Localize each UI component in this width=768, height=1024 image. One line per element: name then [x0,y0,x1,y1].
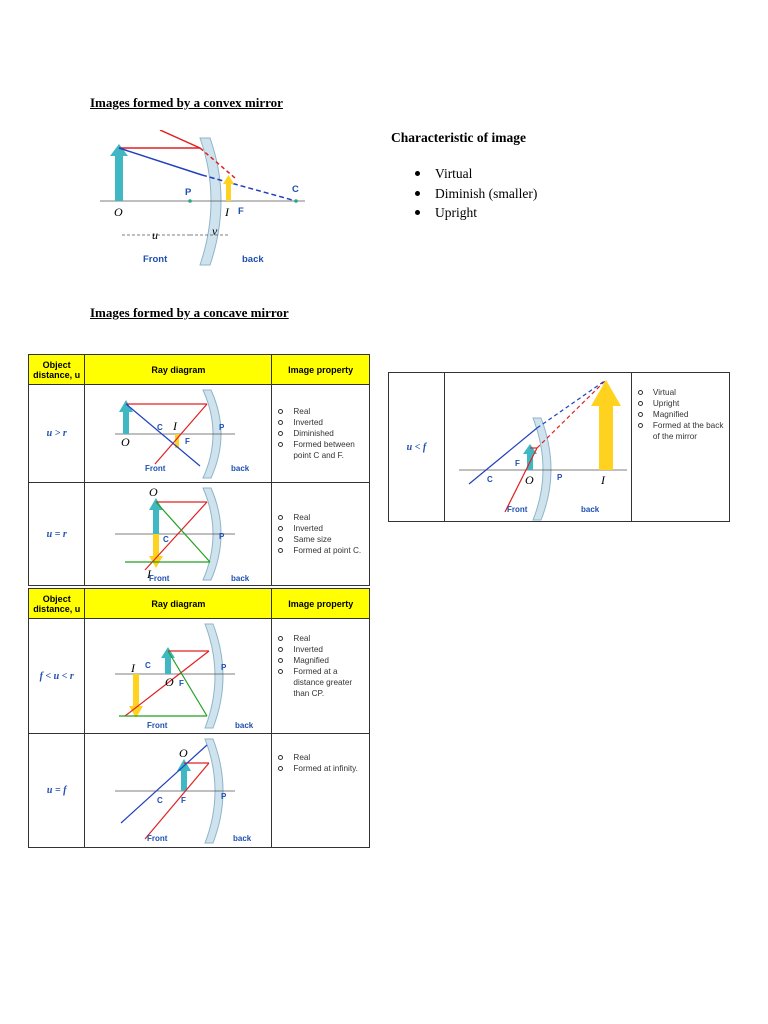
pole-label: P [556,472,563,482]
property-item: Inverted [276,523,369,534]
front-label: Front [147,833,168,843]
property-cell [272,483,370,586]
object-label: O [165,674,175,689]
property-list [272,633,369,699]
u-label: u [152,228,158,242]
pole-label: P [219,422,225,432]
back-label: back [580,504,600,514]
concave-table-2 [28,588,370,848]
back-label: back [231,573,250,583]
ray-diagram-cell [85,385,272,483]
property-item: Magnified [276,655,369,666]
property-item: Formed at a distance greater than CP. [276,666,369,699]
front-label: Front [143,254,168,265]
centre-label: C [157,422,164,432]
property-item: Formed at the back of the mirror [636,420,729,442]
back-label: back [231,463,250,473]
ray-diagram-cell [85,619,272,734]
ray-diagram-u-eq-f [85,735,271,847]
pole-label: P [221,662,227,672]
centre-label: C [486,474,493,484]
pole-label: P [219,531,225,541]
property-item: Virtual [636,387,729,398]
property-item: Inverted [276,417,369,428]
property-item: Formed at point C. [276,545,369,556]
object-label: O [149,484,159,499]
centre-label: C [163,534,170,544]
property-item: Inverted [276,644,369,655]
convex-mirror-diagram [100,130,310,270]
focus-label: F [185,436,191,446]
characteristic-list [411,164,537,223]
centre-label: C [292,184,299,195]
front-label: Front [145,463,166,473]
header-ray-diagram: Ray diagram [85,355,272,385]
header-object-distance: Object distance, u [29,355,85,385]
header-image-property: Image property [272,355,370,385]
focus-label: F [514,458,520,468]
back-label: back [242,254,264,265]
property-list [272,512,369,556]
centre-label: C [145,660,152,670]
back-label: back [235,720,254,730]
object-label: O [179,745,189,760]
image-label: I [131,660,136,675]
object-label: O [524,472,534,487]
focus-label: F [179,678,185,688]
condition-cell: u = r [29,483,85,586]
concave-table-3 [388,372,730,522]
centre-label: C [157,795,164,805]
convex-heading: Images formed by a convex mirror [90,95,283,110]
back-label: back [233,833,252,843]
property-item: Real [276,633,369,644]
image-label: I [225,205,229,219]
header-image-property: Image property [272,589,370,619]
property-list [272,752,369,774]
image-label: I [600,472,605,487]
ray-diagram-u-eq-r [85,484,271,585]
focus-label: F [238,206,244,217]
characteristic-item: Virtual [411,164,537,184]
characteristic-title: Characteristic of image [391,130,526,145]
concave-table-1 [28,354,370,586]
condition-cell: u > r [29,385,85,483]
concave-heading: Images formed by a concave mirror [90,305,289,320]
property-cell [631,373,729,522]
condition-cell: u = f [29,734,85,848]
ray-diagram-cell [85,734,272,848]
characteristic-item: Upright [411,203,537,223]
condition-cell: u < f [389,373,445,522]
property-item: Formed at infinity. [276,763,369,774]
ray-diagram-cell [85,483,272,586]
image-label: I [147,566,152,581]
property-item: Magnified [636,409,729,420]
object-label: O [114,205,123,219]
property-item: Real [276,512,369,523]
ray-diagram-u-gt-r [85,386,271,482]
image-label: I [173,418,178,433]
ray-diagram-u-lt-f [445,374,631,521]
property-item: Diminished [276,428,369,439]
property-cell [272,385,370,483]
property-item: Upright [636,398,729,409]
v-label: v [212,224,218,238]
front-label: Front [149,573,170,583]
ray-diagram-f-lt-u-lt-r [85,620,271,733]
property-item: Real [276,406,369,417]
focus-label: F [181,795,187,805]
object-label: O [121,434,131,449]
characteristic-item: Diminish (smaller) [411,184,537,204]
front-label: Front [147,720,168,730]
property-item: Formed between point C and F. [276,439,369,461]
property-item: Real [276,752,369,763]
pole-label: P [221,791,227,801]
front-label: Front [506,504,528,514]
property-list [272,406,369,461]
header-object-distance: Object distance, u [29,589,85,619]
pole-label: P [185,187,192,198]
ray-diagram-cell [444,373,631,522]
property-cell [272,619,370,734]
header-ray-diagram: Ray diagram [85,589,272,619]
property-cell [272,734,370,848]
property-item: Same size [276,534,369,545]
property-list [632,387,729,442]
condition-cell: f < u < r [29,619,85,734]
